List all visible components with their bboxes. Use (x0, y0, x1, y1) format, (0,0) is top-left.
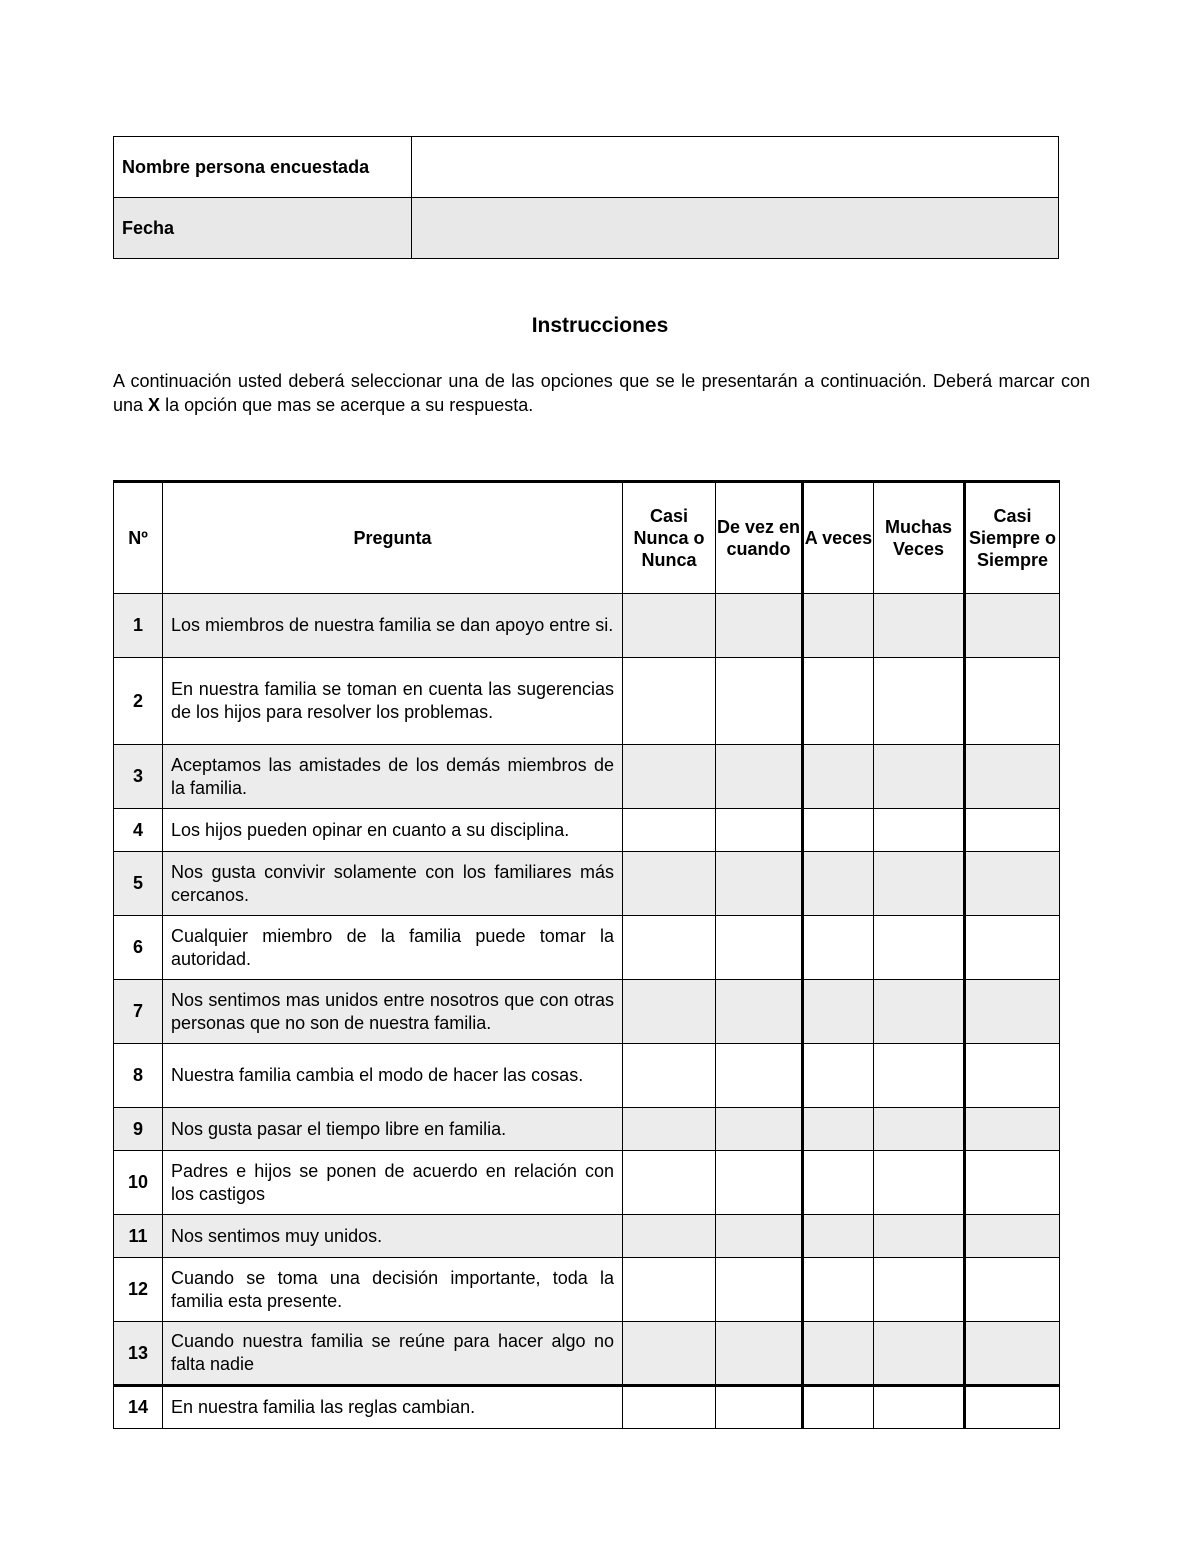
row-number: 10 (114, 1151, 163, 1215)
table-row (114, 745, 1060, 809)
answer-cell-option-2[interactable] (716, 980, 803, 1044)
answer-cell-option-2[interactable] (716, 809, 803, 852)
table-row (114, 1258, 1060, 1322)
answer-cell-option-4[interactable] (874, 1322, 965, 1386)
answer-cell-option-3[interactable] (803, 980, 874, 1044)
row-question: Nuestra familia cambia el modo de hacer las cosas. (163, 1044, 623, 1108)
answer-cell-option-5[interactable] (965, 1044, 1060, 1108)
answer-cell-option-5[interactable] (965, 1322, 1060, 1386)
instructions-text (113, 369, 1090, 417)
answer-cell-option-4[interactable] (874, 1386, 965, 1429)
answer-cell-option-3[interactable] (803, 1322, 874, 1386)
row-number: 13 (114, 1322, 163, 1386)
answer-cell-option-3[interactable] (803, 1151, 874, 1215)
answer-cell-option-4[interactable] (874, 1215, 965, 1258)
answer-cell-option-2[interactable] (716, 852, 803, 916)
answer-cell-option-2[interactable] (716, 1108, 803, 1151)
row-question: Cuando se toma una decisión importante, toda la familia esta presente. (163, 1258, 623, 1322)
answer-cell-option-4[interactable] (874, 980, 965, 1044)
answer-cell-option-5[interactable] (965, 980, 1060, 1044)
name-row (114, 137, 1059, 198)
answer-cell-option-5[interactable] (965, 916, 1060, 980)
row-number: 11 (114, 1215, 163, 1258)
answer-cell-option-1[interactable] (623, 809, 716, 852)
header-option-2: De vez en cuando (716, 482, 803, 594)
answer-cell-option-3[interactable] (803, 1108, 874, 1151)
table-row (114, 980, 1060, 1044)
answer-cell-option-4[interactable] (874, 809, 965, 852)
page-title: Instrucciones (531, 314, 669, 337)
answer-cell-option-4[interactable] (874, 658, 965, 745)
answer-cell-option-1[interactable] (623, 980, 716, 1044)
row-question: Cuando nuestra familia se reúne para hacer algo no falta nadie (163, 1322, 623, 1386)
row-question: Nos sentimos muy unidos. (163, 1215, 623, 1258)
row-question: En nuestra familia se toman en cuenta las sugerencias de los hijos para resolver los problemas. (163, 658, 623, 745)
answer-cell-option-3[interactable] (803, 1044, 874, 1108)
row-number: 12 (114, 1258, 163, 1322)
answer-cell-option-3[interactable] (803, 1215, 874, 1258)
date-label: Fecha (114, 198, 412, 259)
table-row (114, 1386, 1060, 1429)
row-number: 7 (114, 980, 163, 1044)
answer-cell-option-2[interactable] (716, 1258, 803, 1322)
answer-cell-option-3[interactable] (803, 1386, 874, 1429)
header-option-1: Casi Nunca o Nunca (623, 482, 716, 594)
header-option-3: A veces (803, 482, 874, 594)
answer-cell-option-1[interactable] (623, 1386, 716, 1429)
table-row (114, 1044, 1060, 1108)
row-question: Padres e hijos se ponen de acuerdo en relación con los castigos (163, 1151, 623, 1215)
table-row (114, 1215, 1060, 1258)
survey-table (113, 480, 1060, 1429)
row-number: 4 (114, 809, 163, 852)
answer-cell-option-4[interactable] (874, 1258, 965, 1322)
answer-cell-option-2[interactable] (716, 594, 803, 658)
date-row (114, 198, 1059, 259)
answer-cell-option-2[interactable] (716, 1322, 803, 1386)
answer-cell-option-5[interactable] (965, 658, 1060, 745)
answer-cell-option-1[interactable] (623, 594, 716, 658)
answer-cell-option-3[interactable] (803, 852, 874, 916)
name-field[interactable] (412, 137, 1059, 198)
header-option-4: Muchas Veces (874, 482, 965, 594)
answer-cell-option-1[interactable] (623, 852, 716, 916)
table-row (114, 594, 1060, 658)
answer-cell-option-4[interactable] (874, 916, 965, 980)
table-row (114, 1108, 1060, 1151)
row-number: 9 (114, 1108, 163, 1151)
answer-cell-option-2[interactable] (716, 658, 803, 745)
answer-cell-option-1[interactable] (623, 745, 716, 809)
answer-cell-option-4[interactable] (874, 852, 965, 916)
answer-cell-option-3[interactable] (803, 658, 874, 745)
answer-cell-option-2[interactable] (716, 1151, 803, 1215)
row-number: 8 (114, 1044, 163, 1108)
row-question: Los miembros de nuestra familia se dan apoyo entre si. (163, 594, 623, 658)
row-question: Aceptamos las amistades de los demás miembros de la familia. (163, 745, 623, 809)
row-number: 2 (114, 658, 163, 745)
table-row (114, 658, 1060, 745)
answer-cell-option-4[interactable] (874, 1151, 965, 1215)
answer-cell-option-5[interactable] (965, 1258, 1060, 1322)
table-row (114, 1322, 1060, 1386)
answer-cell-option-1[interactable] (623, 916, 716, 980)
answer-cell-option-2[interactable] (716, 916, 803, 980)
answer-cell-option-4[interactable] (874, 745, 965, 809)
table-row (114, 809, 1060, 852)
instructions-x-mark: X (148, 395, 161, 415)
answer-cell-option-1[interactable] (623, 1044, 716, 1108)
table-row (114, 852, 1060, 916)
answer-cell-option-3[interactable] (803, 916, 874, 980)
answer-cell-option-5[interactable] (965, 594, 1060, 658)
answer-cell-option-4[interactable] (874, 1108, 965, 1151)
answer-cell-option-4[interactable] (874, 1044, 965, 1108)
answer-cell-option-3[interactable] (803, 594, 874, 658)
header-option-5: Casi Siempre o Siempre (965, 482, 1060, 594)
answer-cell-option-3[interactable] (803, 1258, 874, 1322)
row-number: 5 (114, 852, 163, 916)
survey-body (114, 594, 1060, 1429)
answer-cell-option-1[interactable] (623, 1322, 716, 1386)
row-question: Cualquier miembro de la familia puede tomar la autoridad. (163, 916, 623, 980)
answer-cell-option-4[interactable] (874, 594, 965, 658)
answer-cell-option-1[interactable] (623, 1215, 716, 1258)
answer-cell-option-5[interactable] (965, 1151, 1060, 1215)
answer-cell-option-5[interactable] (965, 1108, 1060, 1151)
answer-cell-option-2[interactable] (716, 1044, 803, 1108)
instructions-part-2: la opción que mas se acerque a su respuesta. (160, 395, 534, 415)
answer-cell-option-1[interactable] (623, 1151, 716, 1215)
row-number: 14 (114, 1386, 163, 1429)
answer-cell-option-1[interactable] (623, 1108, 716, 1151)
answer-cell-option-5[interactable] (965, 1386, 1060, 1429)
header-question: Pregunta (163, 482, 623, 594)
answer-cell-option-2[interactable] (716, 1215, 803, 1258)
header-num: Nº (114, 482, 163, 594)
respondent-info-table (113, 136, 1059, 259)
header-row (114, 482, 1060, 594)
date-field[interactable] (412, 198, 1059, 259)
row-question: Los hijos pueden opinar en cuanto a su disciplina. (163, 809, 623, 852)
answer-cell-option-5[interactable] (965, 745, 1060, 809)
answer-cell-option-3[interactable] (803, 745, 874, 809)
name-label: Nombre persona encuestada (114, 137, 412, 198)
row-question: Nos sentimos mas unidos entre nosotros que con otras personas que no son de nuestra familia. (163, 980, 623, 1044)
instructions-part-1: A continuación usted deberá seleccionar una de las opciones que se le presentarán a continuación. Deberá marcar con una (113, 371, 1090, 415)
row-number: 6 (114, 916, 163, 980)
row-number: 1 (114, 594, 163, 658)
row-number: 3 (114, 745, 163, 809)
answer-cell-option-1[interactable] (623, 1258, 716, 1322)
answer-cell-option-2[interactable] (716, 745, 803, 809)
answer-cell-option-5[interactable] (965, 852, 1060, 916)
answer-cell-option-3[interactable] (803, 809, 874, 852)
answer-cell-option-1[interactable] (623, 658, 716, 745)
answer-cell-option-5[interactable] (965, 809, 1060, 852)
table-row (114, 1151, 1060, 1215)
row-question: En nuestra familia las reglas cambian. (163, 1386, 623, 1429)
row-question: Nos gusta pasar el tiempo libre en familia. (163, 1108, 623, 1151)
row-question: Nos gusta convivir solamente con los familiares más cercanos. (163, 852, 623, 916)
answer-cell-option-5[interactable] (965, 1215, 1060, 1258)
answer-cell-option-2[interactable] (716, 1386, 803, 1429)
table-row (114, 916, 1060, 980)
